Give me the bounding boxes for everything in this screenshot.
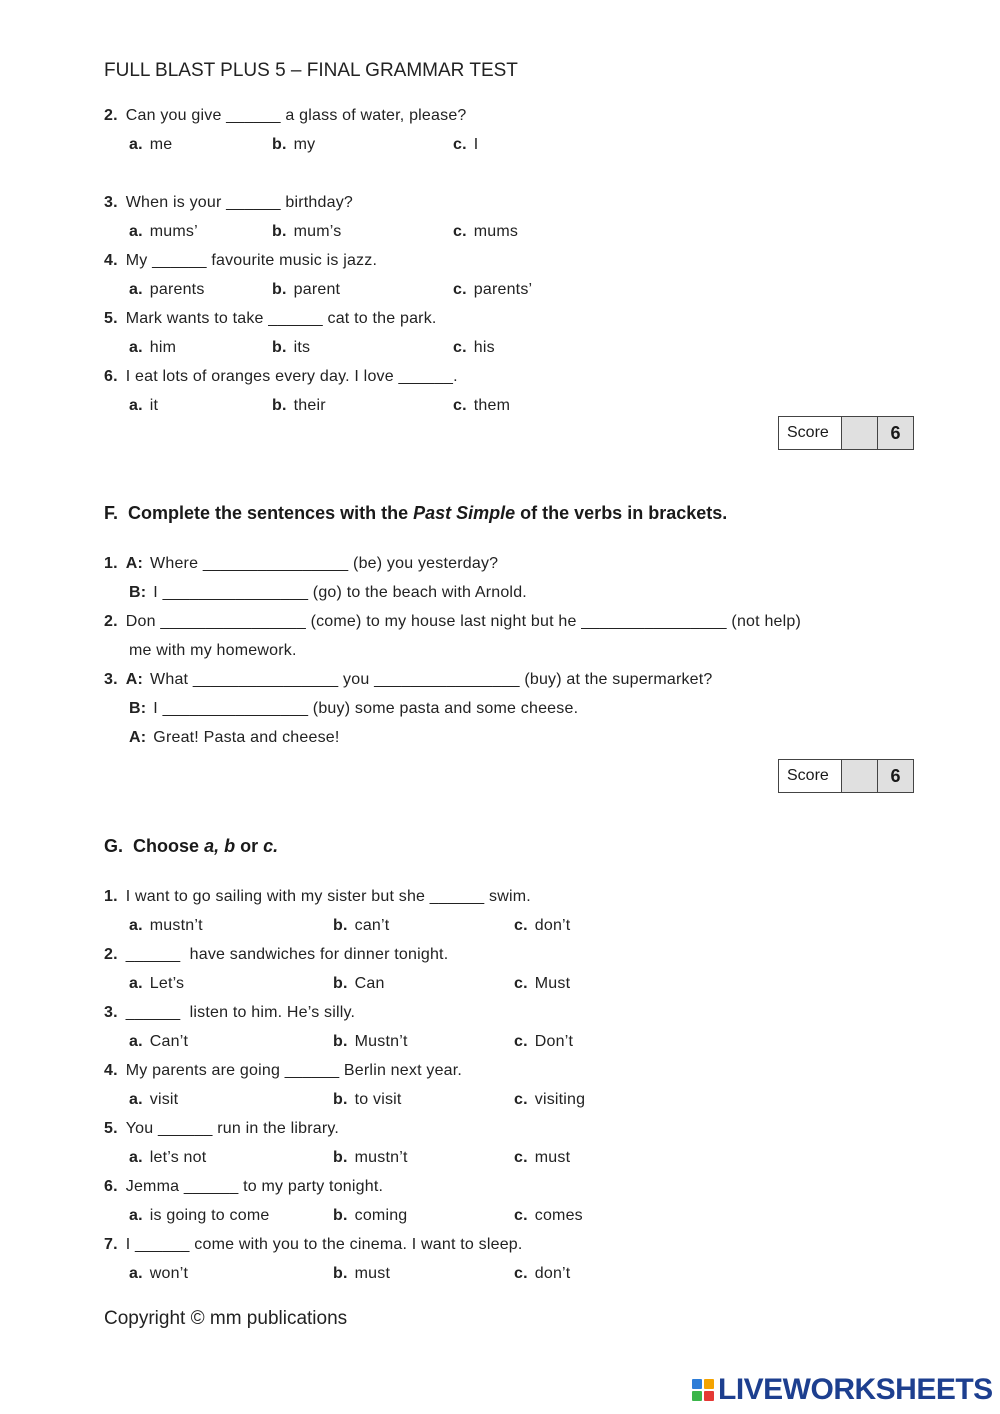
option-b[interactable]: b. its (272, 339, 311, 356)
option-b[interactable]: b. mum’s (272, 223, 342, 240)
option-b[interactable]: b. must (333, 1265, 391, 1282)
option-a[interactable]: a. let’s not (129, 1149, 207, 1166)
option-a[interactable]: a. parents (129, 281, 205, 298)
option-b[interactable]: b. to visit (333, 1091, 402, 1108)
option-b[interactable]: b. parent (272, 281, 341, 298)
option-b[interactable]: b. can’t (333, 917, 390, 934)
score-box-e (778, 416, 914, 450)
option-a[interactable]: a. won’t (129, 1265, 189, 1282)
f-line: 3. A: What ________________ you ________________ (buy) at the supermarket? (104, 671, 713, 688)
question-g-3: 3. ______ listen to him. He’s silly. (104, 1004, 356, 1021)
option-a[interactable]: a. mums’ (129, 223, 198, 240)
option-a[interactable]: a. Can’t (129, 1033, 189, 1050)
option-b[interactable]: b. coming (333, 1207, 408, 1224)
option-c[interactable]: c. Don’t (514, 1033, 574, 1050)
copyright-footer: Copyright © mm publications (104, 1308, 348, 1329)
option-c[interactable]: c. comes (514, 1207, 583, 1224)
score-input[interactable] (842, 417, 878, 449)
f-line: me with my homework. (129, 642, 297, 659)
option-c[interactable]: c. I (453, 136, 479, 153)
option-b[interactable]: b. their (272, 397, 326, 414)
score-total: 6 (878, 417, 913, 449)
question-number: 2. (104, 107, 118, 124)
question-g-2: 2. ______ have sandwiches for dinner tonight. (104, 946, 449, 963)
option-a[interactable]: a. visit (129, 1091, 179, 1108)
option-c[interactable]: c. don’t (514, 1265, 571, 1282)
option-a[interactable]: a. me (129, 136, 173, 153)
question-e-2 (104, 106, 467, 126)
option-c[interactable]: c. his (453, 339, 495, 356)
score-input[interactable] (842, 760, 878, 792)
option-c[interactable]: c. Must (514, 975, 571, 992)
option-c[interactable]: c. them (453, 397, 511, 414)
option-c[interactable]: c. parents’ (453, 281, 533, 298)
option-a[interactable]: a. mustn’t (129, 917, 203, 934)
option-c[interactable]: c. must (514, 1149, 571, 1166)
page-header-title: FULL BLAST PLUS 5 – FINAL GRAMMAR TEST (104, 60, 518, 81)
question-g-6: 6. Jemma ______ to my party tonight. (104, 1178, 384, 1195)
f-line: A: Great! Pasta and cheese! (129, 729, 340, 746)
section-f-title: F. Complete the sentences with the Past Simple of the verbs in brackets. (104, 503, 728, 523)
question-g-7: 7. I ______ come with you to the cinema. I want to sleep. (104, 1236, 523, 1253)
question-text: Can you give ______ a glass of water, please? (125, 107, 467, 124)
option-a[interactable]: a. it (129, 397, 159, 414)
brand-name: LIVEWORKSHEETS (718, 1373, 993, 1406)
option-b[interactable]: b. mustn’t (333, 1149, 408, 1166)
score-label: Score (779, 417, 842, 449)
option-c[interactable]: c. mums (453, 223, 519, 240)
option-b[interactable]: b. Can (333, 975, 385, 992)
liveworksheets-brand (692, 1374, 993, 1406)
option-c[interactable]: c. visiting (514, 1091, 586, 1108)
option-b[interactable]: b. Mustn’t (333, 1033, 408, 1050)
score-total: 6 (878, 760, 913, 792)
score-box-f (778, 759, 914, 793)
question-e-3: 3. When is your ______ birthday? (104, 194, 354, 211)
section-g-title: G. Choose a, b or c. (104, 836, 279, 856)
question-g-1: 1. I want to go sailing with my sister but she ______ swim. (104, 888, 531, 905)
question-e-5: 5. Mark wants to take ______ cat to the park. (104, 310, 437, 327)
option-a[interactable]: a. is going to come (129, 1207, 270, 1224)
option-a[interactable]: a. him (129, 339, 177, 356)
f-line: 2. Don ________________ (come) to my house last night but he ________________ (not help) (104, 613, 802, 630)
option-a[interactable]: a. Let’s (129, 975, 185, 992)
question-g-5: 5. You ______ run in the library. (104, 1120, 340, 1137)
liveworksheets-logo-icon (692, 1379, 714, 1401)
option-c[interactable]: c. don’t (514, 917, 571, 934)
f-line: 1. A: Where ________________ (be) you yesterday? (104, 555, 499, 572)
question-e-6: 6. I eat lots of oranges every day. I love ______. (104, 368, 458, 385)
f-line: B: I ________________ (go) to the beach with Arnold. (129, 584, 527, 601)
question-e-4: 4. My ______ favourite music is jazz. (104, 252, 378, 269)
score-label: Score (779, 760, 842, 792)
question-g-4: 4. My parents are going ______ Berlin next year. (104, 1062, 463, 1079)
option-b[interactable]: b. my (272, 136, 316, 153)
f-line: B: I ________________ (buy) some pasta and some cheese. (129, 700, 579, 717)
